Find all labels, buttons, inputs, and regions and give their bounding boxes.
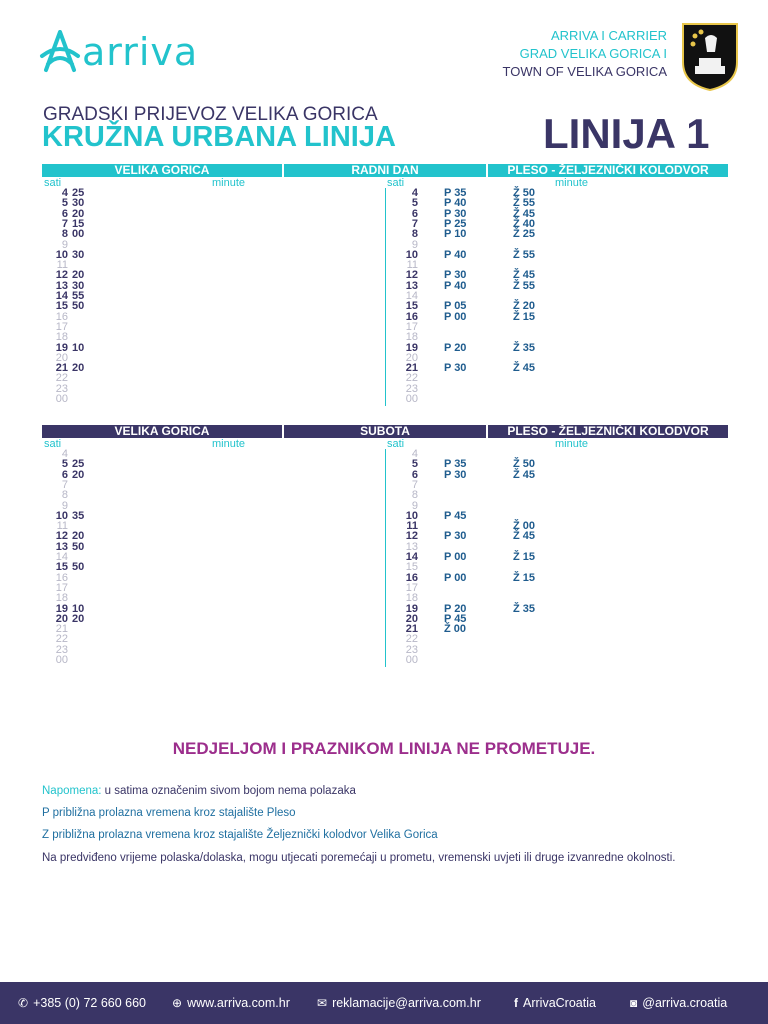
minute-cell: 25 [72,187,85,199]
table-row [400,655,600,665]
minute-cell: 20 [72,207,85,220]
pleso-cell: P 40 [444,248,467,261]
footer-web-text: www.arriva.com.hr [187,996,290,1010]
footer-email[interactable] [317,996,481,1010]
table-row [400,521,600,531]
hour-cell: 9 [411,238,418,251]
hour-cell: 18 [55,331,68,344]
kolodvor-cell: Ž 35 [513,602,536,615]
pleso-cell: P 05 [444,300,467,313]
minute-cell: 25 [72,458,85,471]
table-row [400,384,600,394]
hour-cell: 19 [405,341,418,354]
footer-instagram[interactable] [630,996,727,1010]
table-row [400,604,600,614]
footer-phone[interactable] [18,996,146,1010]
kolodvor-cell: Ž 15 [513,571,536,584]
hour-cell: 9 [61,499,68,512]
minute-cell: 20 [72,612,85,625]
hour-cell: 11 [56,259,68,272]
label-sati-left: sati [44,438,62,450]
header-pleso: PLESO - ŽELJEZNIČKI KOLODVOR [488,425,728,438]
footer-facebook-text: ArrivaCroatia [523,996,596,1010]
hour-cell: 22 [405,633,418,646]
hour-cell: 4 [411,448,418,460]
hour-cell: 5 [61,458,68,471]
hour-cell: 7 [411,217,418,230]
hour-cell: 13 [405,540,418,553]
hour-cell: 5 [411,458,418,471]
kolodvor-cell: Ž 55 [513,248,536,261]
hour-cell: 16 [405,310,418,323]
header-day: RADNI DAN [284,164,486,177]
note-z: Z približna prolazna vremena kroz stajalište Željeznički kolodvor Velika Gorica [42,829,438,841]
table-row [400,624,600,634]
hour-cell: 14 [405,551,418,563]
pleso-cell: Ž 00 [444,623,467,636]
table-row [400,394,600,404]
pleso-cell: P 40 [444,279,467,292]
kolodvor-cell: Ž 50 [513,187,536,199]
hour-cell: 17 [55,581,68,594]
table-row [44,394,72,404]
hour-cell: 12 [405,269,418,282]
note-napomena [42,785,356,797]
minute-cell: 50 [72,561,85,574]
hour-cell: 15 [55,300,68,313]
hour-cell: 16 [55,310,68,323]
hour-cell: 19 [55,602,68,615]
minute-cell: 10 [72,341,85,354]
hour-cell: 20 [405,351,418,364]
carrier-line-3: TOWN OF VELIKA GORICA [502,64,667,79]
table-row [44,593,72,603]
email-icon: ✉ [317,996,328,1010]
line-number: LINIJA 1 [543,110,710,157]
table-row [400,645,600,655]
table-row [400,459,600,469]
table-row [400,291,600,301]
hour-cell: 5 [411,197,418,210]
hour-cell: 10 [55,509,68,522]
hour-cell: 00 [405,654,418,666]
footer-phone-text: +385 (0) 72 660 660 [33,996,147,1010]
table-row [400,542,600,552]
hour-cell: 21 [405,623,418,636]
pleso-cell: P 20 [444,341,467,354]
hour-cell: 23 [55,382,68,395]
footer-facebook[interactable] [514,996,596,1010]
table-row [400,209,600,219]
label-sati-left: sati [44,177,62,189]
note-general: Na predviđeno vrijeme polaska/dolaska, mogu utjecati poremećaji u prometu, vremenski uvjeti ili druge izvanredne okolnosti. [42,852,676,864]
table-row [400,343,600,353]
hour-cell: 19 [405,602,418,615]
hour-cell: 13 [55,540,68,553]
hour-cell: 4 [411,187,418,199]
table-row [400,634,600,644]
table-row [400,353,600,363]
hour-cell: 7 [411,478,418,491]
hour-cell: 11 [406,520,418,533]
pleso-cell: P 45 [444,509,467,522]
hour-cell: 21 [405,362,418,375]
table-row [400,240,600,250]
label-minute-right: minute [555,177,589,189]
pleso-cell: P 30 [444,207,467,220]
minute-cell: 20 [72,468,85,481]
table-row [400,219,600,229]
table-row [400,373,600,383]
pleso-cell: P 00 [444,310,467,323]
page-subtitle: GRADSKI PRIJEVOZ VELIKA GORICA [43,104,378,125]
table-row [400,260,600,270]
kolodvor-cell: Ž 45 [513,207,536,220]
minute-cell: 30 [72,279,85,292]
hour-cell: 10 [405,509,418,522]
hour-cell: 6 [61,468,68,481]
note-p: P približna prolazna vremena kroz stajalište Pleso [42,807,296,819]
carrier-line-2: GRAD VELIKA GORICA I [519,46,667,61]
pleso-cell: P 00 [444,571,467,584]
table-row [400,449,600,459]
phone-icon: ✆ [18,996,29,1010]
napomena-text: u satima označenim sivom bojom nema polazaka [101,785,356,797]
pleso-cell: P 00 [444,551,467,563]
table-row [400,281,600,291]
header-pleso: PLESO - ŽELJEZNIČKI KOLODVOR [488,164,728,177]
hour-cell: 21 [55,362,68,375]
kolodvor-cell: Ž 00 [513,520,536,533]
table-row [400,583,600,593]
hour-cell: 00 [55,654,68,666]
arriva-logo-icon [38,30,82,76]
hour-cell: 15 [405,561,418,574]
hour-cell: 6 [61,207,68,220]
table-row [44,490,72,500]
carrier-info [503,27,667,81]
minute-cell: 00 [72,228,85,241]
header-day: SUBOTA [284,425,486,438]
hour-cell: 17 [55,320,68,333]
table-row [400,332,600,342]
sunday-notice: NEDJELJOM I PRAZNIKOM LINIJA NE PROMETUJE. [172,739,596,758]
divider [385,449,386,667]
table-row [400,562,600,572]
carrier-line-1: ARRIVA I CARRIER [550,28,667,43]
hour-cell: 12 [405,530,418,543]
hour-cell: 11 [56,520,68,533]
hour-cell: 13 [55,279,68,292]
kolodvor-cell: Ž 15 [513,310,536,323]
pleso-cell: P 35 [444,458,467,471]
hour-cell: 20 [55,351,68,364]
hour-cell: 14 [55,551,68,563]
kolodvor-cell: Ž 50 [513,458,536,471]
label-sati-mid: sati [387,177,405,189]
hour-cell: 23 [405,643,418,656]
hour-cell: 8 [411,228,418,241]
hour-cell: 00 [405,393,418,405]
coat-of-arms-icon [681,22,739,92]
hour-cell: 11 [406,259,418,272]
hour-cell: 9 [61,238,68,251]
pleso-cell: P 30 [444,362,467,375]
hour-cell: 17 [405,320,418,333]
kolodvor-cell: Ž 45 [513,269,536,282]
hour-cell: 4 [61,187,68,199]
label-sati-mid: sati [387,438,405,450]
footer-web[interactable] [172,996,290,1010]
table-row [44,229,84,239]
table-row [400,490,600,500]
hour-cell: 22 [405,372,418,385]
divider [385,188,386,406]
pleso-cell: P 45 [444,612,467,625]
arriva-logo-text: arriva [82,30,199,74]
hour-cell: 7 [61,478,68,491]
minute-cell: 20 [72,362,85,375]
table-row [400,614,600,624]
table-row [400,552,600,562]
minute-cell: 50 [72,540,85,553]
hour-cell: 20 [55,612,68,625]
hour-cell: 22 [55,633,68,646]
hour-cell: 16 [405,571,418,584]
hour-cell: 23 [55,643,68,656]
hour-cell: 18 [405,592,418,605]
pleso-cell: P 40 [444,197,467,210]
table-row [400,511,600,521]
pleso-cell: P 30 [444,530,467,543]
hour-cell: 13 [405,279,418,292]
hour-cell: 18 [405,331,418,344]
table-row [400,229,600,239]
hour-cell: 8 [61,489,68,502]
minute-cell: 55 [72,290,85,302]
table-row [400,501,600,511]
table-row [400,480,600,490]
minute-cell: 20 [72,530,85,543]
hour-cell: 5 [61,197,68,210]
header-velika-gorica: VELIKA GORICA [42,164,282,177]
hour-cell: 14 [55,290,68,302]
kolodvor-cell: Ž 45 [513,530,536,543]
footer-instagram-text: @arriva.croatia [642,996,728,1010]
label-minute-left: minute [212,177,246,189]
table-row [44,332,72,342]
kolodvor-cell: Ž 25 [513,228,536,241]
pleso-cell: P 35 [444,187,467,199]
minute-cell: 50 [72,300,85,313]
kolodvor-cell: Ž 55 [513,279,536,292]
kolodvor-cell: Ž 55 [513,197,536,210]
table-row [400,573,600,583]
hour-cell: 20 [405,612,418,625]
hour-cell: 10 [55,248,68,261]
table-row [400,301,600,311]
table-row [400,312,600,322]
minute-cell: 35 [72,509,85,522]
footer-email-text: reklamacije@arriva.com.hr [332,996,481,1010]
label-minute-left: minute [212,438,246,450]
table-row [400,198,600,208]
table-row [44,655,72,665]
hour-cell: 15 [405,300,418,313]
page-title: KRUŽNA URBANA LINIJA [42,121,396,153]
pleso-cell: P 20 [444,602,467,615]
instagram-icon: ◙ [630,996,638,1010]
facebook-icon: f [514,996,518,1010]
hour-cell: 00 [55,393,68,405]
hour-cell: 23 [405,382,418,395]
footer [0,982,768,1024]
pleso-cell: P 25 [444,217,467,230]
hour-cell: 12 [55,530,68,543]
globe-icon: ⊕ [172,996,183,1010]
table-row [400,363,600,373]
hour-cell: 4 [61,448,68,460]
napomena-label: Napomena: [42,785,102,797]
table-row [400,470,600,480]
kolodvor-cell: Ž 45 [513,468,536,481]
hour-cell: 22 [55,372,68,385]
table-row [400,322,600,332]
hour-cell: 8 [61,228,68,241]
hour-cell: 19 [55,341,68,354]
hour-cell: 14 [405,290,418,302]
minute-cell: 30 [72,197,85,210]
minute-cell: 20 [72,269,85,282]
kolodvor-cell: Ž 35 [513,341,536,354]
minute-cell: 15 [72,217,85,230]
hour-cell: 9 [411,499,418,512]
pleso-cell: P 30 [444,269,467,282]
label-minute-right: minute [555,438,589,450]
pleso-cell: P 30 [444,468,467,481]
kolodvor-cell: Ž 40 [513,217,536,230]
table-row [400,593,600,603]
hour-cell: 6 [411,468,418,481]
hour-cell: 16 [55,571,68,584]
kolodvor-cell: Ž 20 [513,300,536,313]
header-velika-gorica: VELIKA GORICA [42,425,282,438]
kolodvor-cell: Ž 15 [513,551,536,563]
hour-cell: 10 [405,248,418,261]
table-row [400,250,600,260]
hour-cell: 7 [61,217,68,230]
table-row [400,188,600,198]
hour-cell: 8 [411,489,418,502]
hour-cell: 17 [405,581,418,594]
minute-cell: 30 [72,248,85,261]
table-row [400,531,600,541]
table-row [400,270,600,280]
hour-cell: 21 [55,623,68,636]
minute-cell: 10 [72,602,85,615]
hour-cell: 6 [411,207,418,220]
pleso-cell: P 10 [444,228,467,241]
kolodvor-cell: Ž 45 [513,362,536,375]
hour-cell: 18 [55,592,68,605]
hour-cell: 12 [55,269,68,282]
hour-cell: 15 [55,561,68,574]
